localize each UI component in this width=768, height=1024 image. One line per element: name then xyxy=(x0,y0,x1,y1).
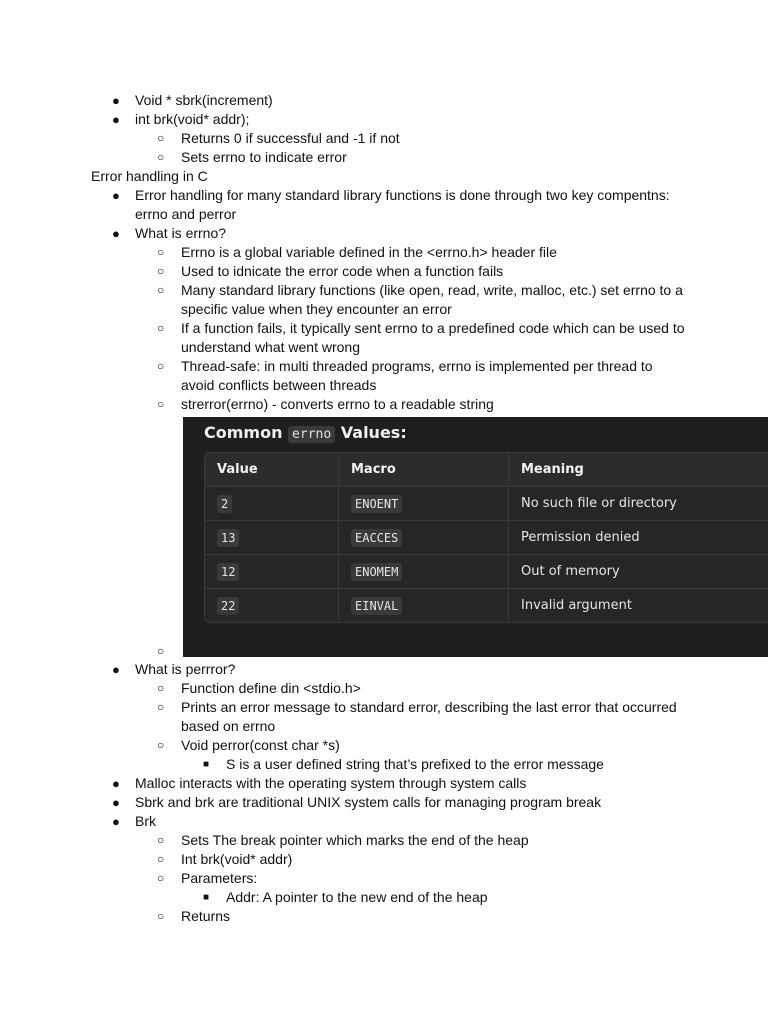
list-item xyxy=(0,774,768,793)
macro-cell xyxy=(339,521,509,554)
header-meaning: Meaning xyxy=(521,462,584,477)
section-heading: Error handling in C xyxy=(91,168,208,184)
sbrk-line: Sbrk and brk are traditional UNIX system calls for managing program break xyxy=(135,794,602,810)
value-cell xyxy=(205,589,339,622)
circle-bullet: ○ xyxy=(157,700,165,714)
list-item xyxy=(0,395,768,414)
perror-prints-cont: based on errno xyxy=(181,718,276,734)
brk-signature: int brk(void* addr); xyxy=(135,111,250,127)
value-cell xyxy=(205,555,339,588)
perror-question: What is perrror? xyxy=(135,661,236,677)
title-code: errno xyxy=(288,426,335,443)
disc-bullet: ● xyxy=(112,662,120,677)
value-cell xyxy=(205,487,339,520)
table-row xyxy=(205,486,768,520)
header-macro: Macro xyxy=(339,453,509,486)
value-cell xyxy=(205,521,339,554)
brk-param-addr: Addr: A pointer to the new end of the heap xyxy=(226,889,488,905)
list-item xyxy=(0,793,768,812)
circle-bullet: ○ xyxy=(157,909,165,923)
disc-bullet: ● xyxy=(112,188,120,203)
perror-def: Function define din <stdio.h> xyxy=(181,680,361,696)
square-bullet: ■ xyxy=(203,759,210,770)
list-item xyxy=(0,243,768,262)
circle-bullet: ○ xyxy=(157,245,165,259)
circle-bullet: ○ xyxy=(157,852,165,866)
malloc-line: Malloc interacts with the operating system through system calls xyxy=(135,775,527,791)
errno-fail: If a function fails, it typically sent errno to a predefined code which can be used to xyxy=(181,320,685,336)
list-item xyxy=(0,907,768,926)
meaning-cell: Out of memory xyxy=(521,564,620,579)
square-bullet: ■ xyxy=(203,892,210,903)
list-item xyxy=(0,736,768,755)
errno-fail-cont: understand what went wrong xyxy=(181,339,360,355)
errno-use: Used to idnicate the error code when a function fails xyxy=(181,263,504,279)
errno-question: What is errno? xyxy=(135,225,227,241)
disc-bullet: ● xyxy=(112,112,120,127)
circle-bullet: ○ xyxy=(157,397,165,411)
disc-bullet: ● xyxy=(112,226,120,241)
list-item xyxy=(0,869,768,888)
list-item xyxy=(0,698,768,717)
circle-bullet: ○ xyxy=(157,833,165,847)
macro-chip: ENOMEM xyxy=(351,563,402,581)
macro-cell xyxy=(339,555,509,588)
meaning-cell: No such file or directory xyxy=(521,496,677,511)
table-header-row xyxy=(205,453,768,486)
brk-errno: Sets errno to indicate error xyxy=(181,149,347,165)
list-item xyxy=(0,224,768,243)
circle-bullet: ○ xyxy=(157,150,165,164)
value-chip: 22 xyxy=(217,597,239,615)
meaning-cell: Permission denied xyxy=(521,530,640,545)
macro-chip: EACCES xyxy=(351,529,402,547)
header-value: Value xyxy=(205,453,339,486)
brk-returns-2: Returns xyxy=(181,908,231,924)
disc-bullet: ● xyxy=(112,93,120,108)
list-item xyxy=(0,110,768,129)
disc-bullet: ● xyxy=(112,814,120,829)
list-item xyxy=(0,831,768,850)
list-item xyxy=(0,129,768,148)
list-item xyxy=(0,357,768,376)
errno-thread-cont: avoid conflicts between threads xyxy=(181,377,377,393)
table-row xyxy=(205,588,768,622)
error-handling-text: Error handling for many standard library functions is done through two key compentns: xyxy=(135,187,670,203)
disc-bullet: ● xyxy=(112,795,120,810)
circle-bullet: ○ xyxy=(157,738,165,752)
perror-signature: Void perror(const char *s) xyxy=(181,737,340,753)
list-item xyxy=(0,91,768,110)
meaning-cell: Invalid argument xyxy=(521,598,632,613)
brk-parameters: Parameters: xyxy=(181,870,258,886)
brk-desc: Sets The break pointer which marks the end of the heap xyxy=(181,832,529,848)
brk-heading: Brk xyxy=(135,813,156,829)
macro-chip: ENOENT xyxy=(351,495,402,513)
list-item xyxy=(0,812,768,831)
errno-thread: Thread-safe: in multi threaded programs, errno is implemented per thread to xyxy=(181,358,653,374)
value-chip: 2 xyxy=(217,495,232,513)
brk-returns: Returns 0 if successful and -1 if not xyxy=(181,130,400,146)
disc-bullet: ● xyxy=(112,776,120,791)
circle-bullet: ○ xyxy=(157,681,165,695)
macro-cell xyxy=(339,589,509,622)
table-row xyxy=(205,520,768,554)
list-item xyxy=(0,186,768,205)
sbrk-signature: Void * sbrk(increment) xyxy=(135,92,273,108)
circle-bullet: ○ xyxy=(157,321,165,335)
list-item xyxy=(0,262,768,281)
circle-bullet: ○ xyxy=(157,871,165,885)
list-item xyxy=(0,888,768,907)
list-item xyxy=(0,414,768,660)
list-item xyxy=(0,755,768,774)
list-item xyxy=(0,679,768,698)
title-prefix: Common xyxy=(204,423,283,442)
strerror-line: strerror(errno) - converts errno to a readable string xyxy=(181,396,494,412)
circle-bullet: ○ xyxy=(157,131,165,145)
circle-bullet: ○ xyxy=(157,359,165,373)
list-item xyxy=(0,319,768,338)
list-item xyxy=(0,148,768,167)
document-body xyxy=(0,91,768,926)
errno-table xyxy=(204,452,768,623)
errno-def: Errno is a global variable defined in the <errno.h> header file xyxy=(181,244,557,260)
value-chip: 13 xyxy=(217,529,239,547)
circle-bullet: ○ xyxy=(157,264,165,278)
list-item xyxy=(0,660,768,679)
brk-signature-2: Int brk(void* addr) xyxy=(181,851,293,867)
perror-prints: Prints an error message to standard error, describing the last error that occurred xyxy=(181,699,677,715)
errno-stdlib: Many standard library functions (like open, read, write, malloc, etc.) set errno to a xyxy=(181,282,683,298)
screenshot-title xyxy=(204,423,407,442)
error-handling-text-cont: errno and perror xyxy=(135,206,237,222)
list-item xyxy=(0,281,768,300)
circle-bullet: ○ xyxy=(157,283,165,297)
value-chip: 12 xyxy=(217,563,239,581)
perror-param: S is a user defined string that’s prefixed to the error message xyxy=(226,756,604,772)
list-item xyxy=(0,850,768,869)
macro-chip: EINVAL xyxy=(351,597,402,615)
errno-stdlib-cont: specific value when they encounter an error xyxy=(181,301,452,317)
macro-cell xyxy=(339,487,509,520)
title-suffix: Values: xyxy=(340,423,407,442)
table-row xyxy=(205,554,768,588)
errno-values-screenshot xyxy=(183,417,768,657)
circle-bullet: ○ xyxy=(157,644,165,658)
